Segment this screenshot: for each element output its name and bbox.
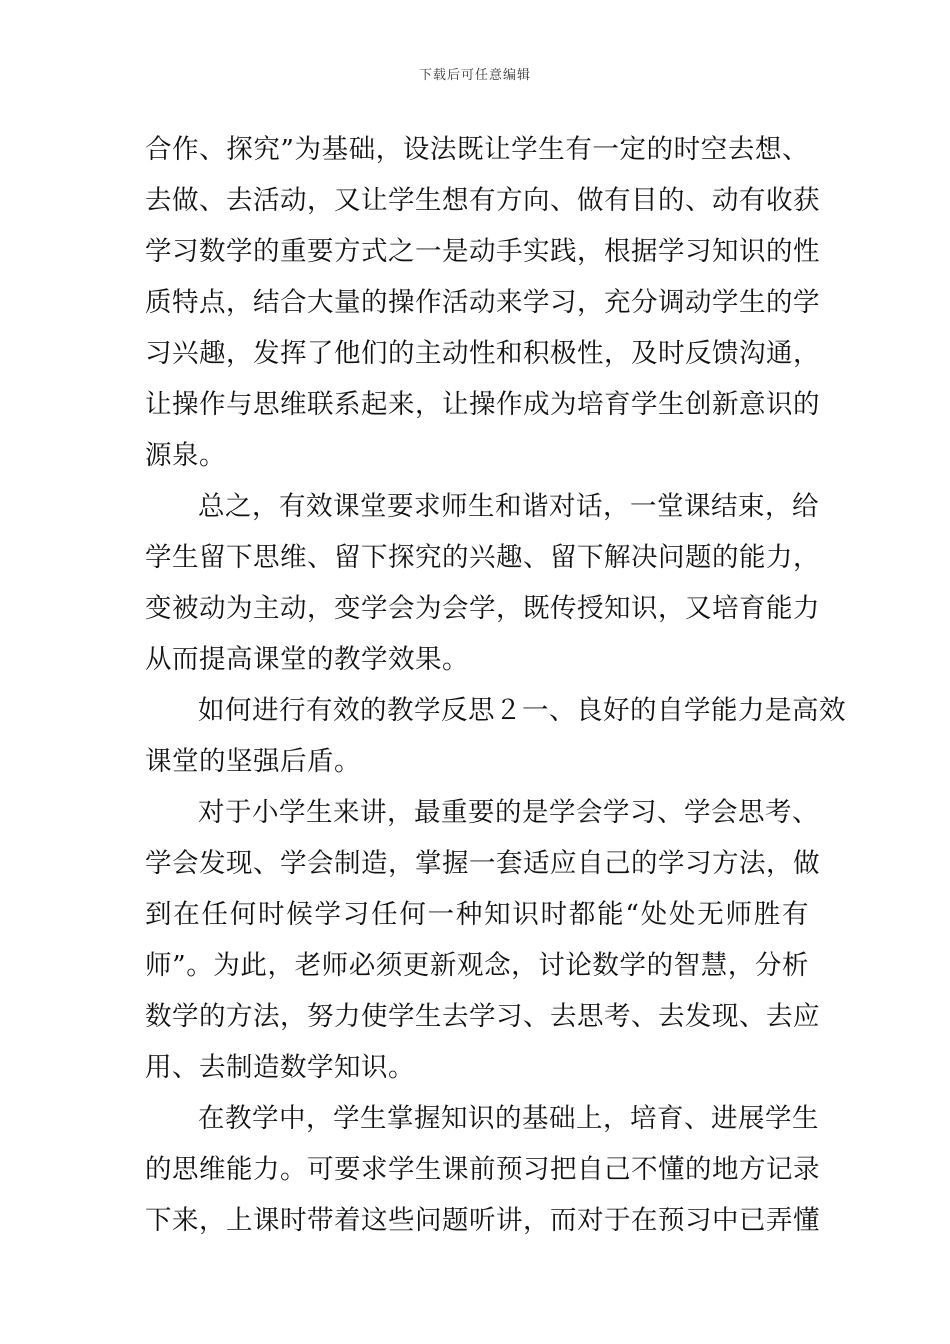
text-line: 学会发现、学会制造，掌握一套适应自己的学习方法，做 — [145, 848, 820, 879]
text-line: 去做、去活动，又让学生想有方向、做有目的、动有收获 — [145, 185, 820, 216]
text-line: 合作、探究”为基础，设法既让学生有一定的时空去想、 — [145, 134, 809, 165]
document-body — [145, 124, 846, 1246]
text-line: 对于小学生来讲，最重要的是学会学习、学会思考、 — [198, 797, 819, 828]
paragraph — [145, 1093, 820, 1246]
text-line: 下来，上课时带着这些问题听讲，而对于在预习中已弄懂 — [145, 1205, 820, 1236]
text-line: 数学的方法，努力使学生去学习、去思考、去发现、去应 — [145, 1001, 820, 1032]
page-header-note: 下载后可任意编辑 — [418, 68, 531, 83]
text-line: 课堂的坚强后盾。 — [145, 746, 361, 777]
text-line: 源泉。 — [145, 440, 226, 471]
paragraph — [145, 685, 846, 787]
text-line: 如何进行有效的教学反思２一、良好的自学能力是高效 — [198, 695, 846, 726]
text-line: 用、去制造数学知识。 — [145, 1052, 415, 1083]
text-line: 学习数学的重要方式之一是动手实践，根据学习知识的性 — [145, 236, 820, 267]
text-line: 师”。为此，老师必须更新观念，讨论数学的智慧，分析 — [145, 950, 809, 981]
text-line: 让操作与思维联系起来，让操作成为培育学生创新意识的 — [145, 389, 820, 420]
text-line: 质特点，结合大量的操作活动来学习，充分调动学生的学 — [145, 287, 820, 318]
text-line: 在教学中，学生掌握知识的基础上，培育、进展学生 — [198, 1103, 819, 1134]
text-line: 变被动为主动，变学会为会学，既传授知识，又培育能力 — [145, 593, 820, 624]
text-line: 的思维能力。可要求学生课前预习把自己不懂的地方记录 — [145, 1154, 820, 1185]
text-line: 学生留下思维、留下探究的兴趣、留下解决问题的能力， — [145, 542, 820, 573]
paragraph — [145, 481, 820, 685]
text-line: 到在任何时候学习任何一种知识时都能“处处无师胜有 — [145, 899, 809, 930]
text-line: 总之，有效课堂要求师生和谐对话，一堂课结束，给 — [198, 491, 819, 522]
text-line: 习兴趣，发挥了他们的主动性和积极性，及时反馈沟通， — [145, 338, 820, 369]
text-line: 从而提高课堂的教学效果。 — [145, 644, 469, 675]
paragraph — [145, 124, 820, 481]
paragraph — [145, 787, 820, 1093]
